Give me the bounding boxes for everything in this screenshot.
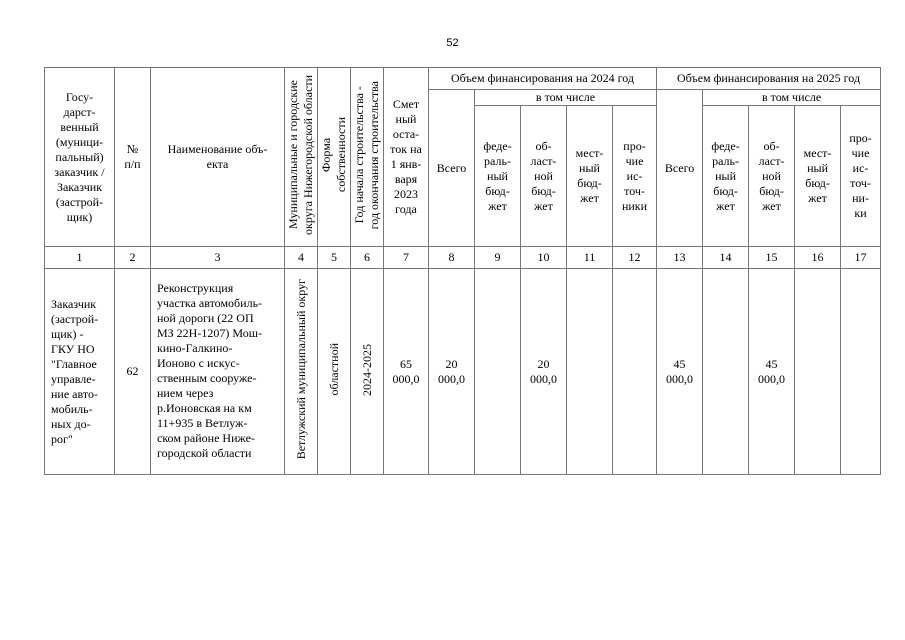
column-number: 9 xyxy=(475,247,521,269)
ownership-value: областной xyxy=(326,343,341,396)
header-total-2024: Всего xyxy=(429,90,475,247)
header-local-2024: мест- ный бюд- жет xyxy=(567,106,613,247)
header-regional-2024: об- ласт- ной бюд- жет xyxy=(521,106,567,247)
ownership-cell xyxy=(318,269,351,475)
header-other-2024: про- чие ис- точ- ники xyxy=(613,106,657,247)
header-customer: Госу- дарст- венный (муници- пальный) заказчик / Заказчик (застрой- щик) xyxy=(45,68,115,247)
header-including-2025: в том числе xyxy=(703,90,881,106)
other-2024-cell xyxy=(613,269,657,475)
other-2025-cell xyxy=(841,269,881,475)
header-row-1 xyxy=(45,68,881,90)
header-including-2024: в том числе xyxy=(475,90,657,106)
years-value: 2024-2025 xyxy=(359,343,374,396)
column-number: 13 xyxy=(657,247,703,269)
regional-2024-cell: 20 000,0 xyxy=(521,269,567,475)
column-number: 8 xyxy=(429,247,475,269)
header-total-2025: Всего xyxy=(657,90,703,247)
header-years-cell xyxy=(351,68,384,247)
total-2025-cell: 45 000,0 xyxy=(657,269,703,475)
column-number: 11 xyxy=(567,247,613,269)
investment-table xyxy=(44,67,881,475)
header-estimate: Смет ный оста- ток на 1 янв- варя 2023 года xyxy=(384,68,429,247)
column-number: 15 xyxy=(749,247,795,269)
local-2024-cell xyxy=(567,269,613,475)
column-number: 7 xyxy=(384,247,429,269)
column-number: 10 xyxy=(521,247,567,269)
column-number: 5 xyxy=(318,247,351,269)
column-number: 17 xyxy=(841,247,881,269)
estimate-cell: 65 000,0 xyxy=(384,269,429,475)
federal-2025-cell xyxy=(703,269,749,475)
header-municipal-cell xyxy=(285,68,318,247)
header-ownership: Форма собственности xyxy=(319,117,348,193)
object-name-cell: Реконструкция участка автомобиль- ной дороги (22 ОП МЗ 22Н-1207) Мош- кино-Галкино- Ионово с искус- ственным сооруже- нием через р.Ионовская на км 11+935 в Ветлуж- ском районе Ниже- городской области xyxy=(151,269,285,475)
row-number-cell: 62 xyxy=(115,269,151,475)
column-number: 6 xyxy=(351,247,384,269)
header-ownership-cell xyxy=(318,68,351,247)
column-number: 2 xyxy=(115,247,151,269)
column-number: 1 xyxy=(45,247,115,269)
header-other-2025: про- чие ис- точ- ни- ки xyxy=(841,106,881,247)
header-federal-2025: феде- раль- ный бюд- жет xyxy=(703,106,749,247)
total-2024-cell: 20 000,0 xyxy=(429,269,475,475)
header-years: Год начала строительства - год окончания строительства xyxy=(352,80,381,230)
header-municipal: Муниципальные и городские округа Нижегородской области xyxy=(286,75,315,235)
customer-cell: Заказчик (застрой- щик) - ГКУ НО "Главное управле- ние авто- мобиль- ных до- рог" xyxy=(45,269,115,475)
column-number: 12 xyxy=(613,247,657,269)
column-number-row xyxy=(45,247,881,269)
header-financing-2025: Объем финансирования на 2025 год xyxy=(657,68,881,90)
regional-2025-cell: 45 000,0 xyxy=(749,269,795,475)
column-number: 4 xyxy=(285,247,318,269)
column-number: 16 xyxy=(795,247,841,269)
header-local-2025: мест- ный бюд- жет xyxy=(795,106,841,247)
header-financing-2024: Объем финансирования на 2024 год xyxy=(429,68,657,90)
column-number: 14 xyxy=(703,247,749,269)
local-2025-cell xyxy=(795,269,841,475)
table-row xyxy=(45,269,881,475)
header-federal-2024: феде- раль- ный бюд- жет xyxy=(475,106,521,247)
column-number: 3 xyxy=(151,247,285,269)
federal-2024-cell xyxy=(475,269,521,475)
header-number: № п/п xyxy=(115,68,151,247)
page-number: 52 xyxy=(446,37,459,49)
municipal-value: Ветлужский муниципальный округ xyxy=(293,279,308,460)
municipal-cell xyxy=(285,269,318,475)
years-cell xyxy=(351,269,384,475)
header-object-name: Наименование объ- екта xyxy=(151,68,285,247)
header-regional-2025: об- ласт- ной бюд- жет xyxy=(749,106,795,247)
